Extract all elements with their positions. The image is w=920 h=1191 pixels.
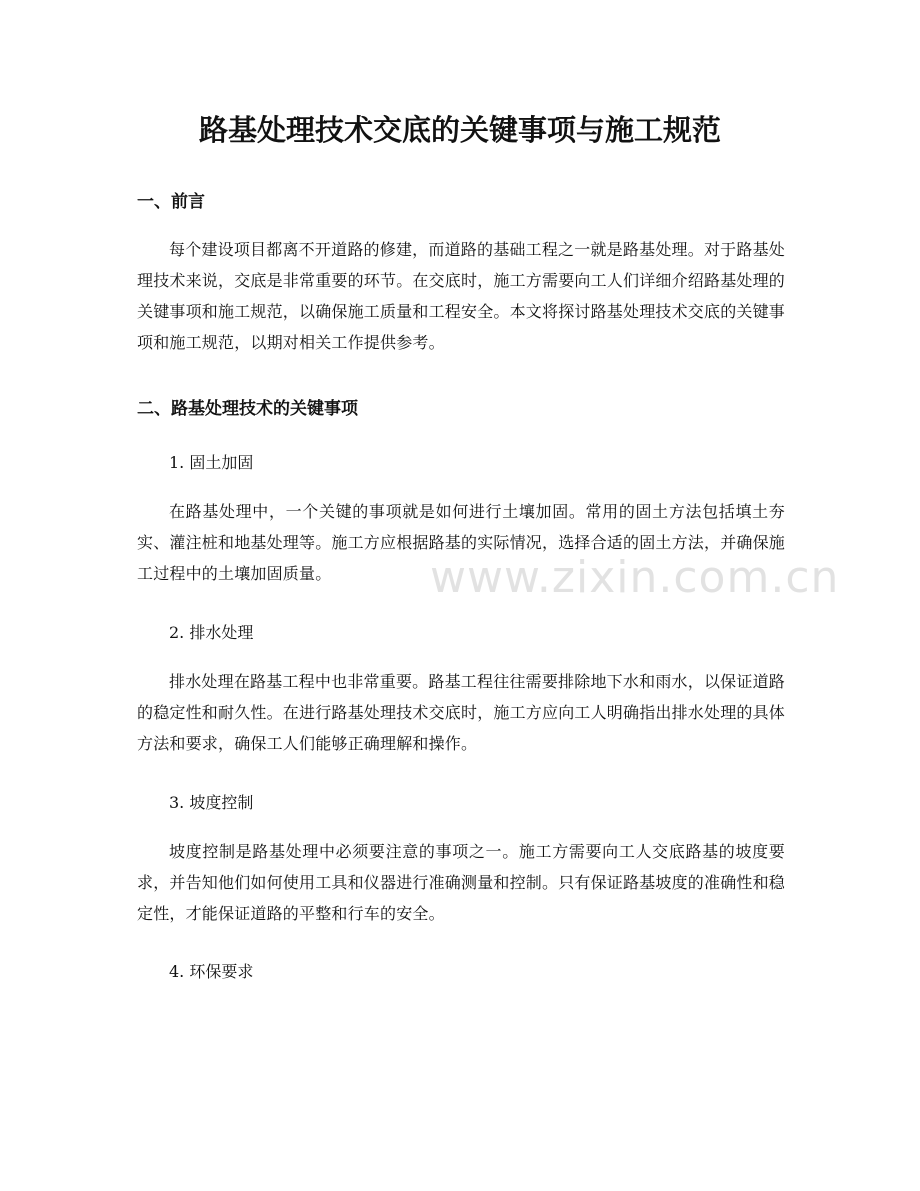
item-paragraph-soil-reinforcement: 在路基处理中，一个关键的事项就是如何进行土壤加固。常用的固土方法包括填土夯实、灌注桩和地基处理等。施工方应根据路基的实际情况，选择合适的固土方法，并确保施工过程中的土壤加固质量。: [137, 502, 786, 583]
item-title-slope-control: 3. 坡度控制: [169, 793, 254, 812]
item-paragraph-slope-control: 坡度控制是路基处理中必须要注意的事项之一。施工方需要向工人交底路基的坡度要求，并告知他们如何使用工具和仪器进行准确测量和控制。只有保证路基坡度的准确性和稳定性，才能保证道路的平整和行车的安全。: [137, 842, 786, 923]
document-title: 路基处理技术交底的关键事项与施工规范: [198, 113, 721, 147]
watermark: www.zixin.com.cn: [430, 552, 840, 603]
section-heading-intro: 一、前言: [137, 192, 205, 212]
section-heading-key-points: 二、路基处理技术的关键事项: [137, 399, 358, 419]
item-title-drainage: 2. 排水处理: [169, 623, 254, 642]
item-title-environmental: 4. 环保要求: [169, 962, 254, 981]
intro-paragraph: 每个建设项目都离不开道路的修建，而道路的基础工程之一就是路基处理。对于路基处理技术来说，交底是非常重要的环节。在交底时，施工方需要向工人们详细介绍路基处理的关键事项和施工规范，以确保施工质量和工程安全。本文将探讨路基处理技术交底的关键事项和施工规范，以期对相关工作提供参考。: [137, 240, 786, 352]
item-title-soil-reinforcement: 1. 固土加固: [169, 453, 254, 472]
item-paragraph-drainage: 排水处理在路基工程中也非常重要。路基工程往往需要排除地下水和雨水，以保证道路的稳定性和耐久性。在进行路基处理技术交底时，施工方应向工人明确指出排水处理的具体方法和要求，确保工人们能够正确理解和操作。: [137, 672, 786, 753]
